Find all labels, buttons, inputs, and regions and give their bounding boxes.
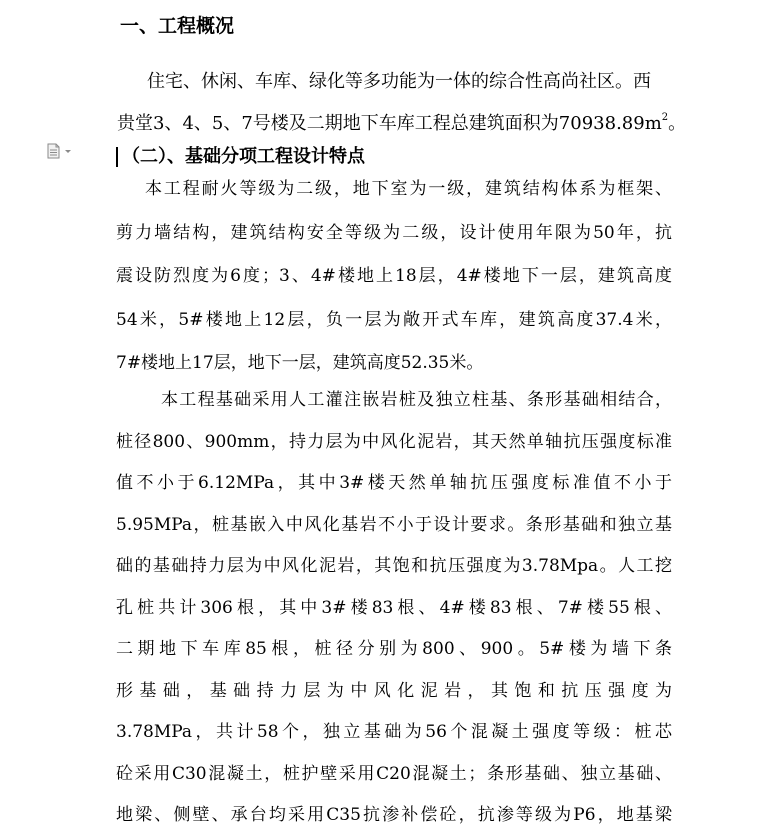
paragraph-line: 二期地下车库85根，桩径分别为800、900。5#楼为墙下条 <box>116 639 672 659</box>
document-options-icon-graphic <box>47 143 77 159</box>
paragraph-foundation-details <box>116 380 672 828</box>
paragraph-line: 本工程基础采用人工灌注嵌岩桩及独立柱基、条形基础相结合， <box>161 390 672 410</box>
paragraph-line: 7#楼地上17层，地下一层，建筑高度52.35米。 <box>116 353 484 373</box>
paragraph-line: 本工程耐火等级为二级，地下室为一级，建筑结构体系为框架、 <box>145 179 672 199</box>
intro-line-2 <box>117 102 686 146</box>
paragraph-design-characteristics <box>116 168 672 386</box>
section-heading-overview: 一、工程概况 <box>120 15 235 37</box>
paragraph-line: 孔桩共计306根，其中3#楼83根、4#楼83根、7#楼55根、 <box>116 597 672 618</box>
intro-line-1: 住宅、休闲、车库、绿化等多功能为一体的综合性高尚社区。西 <box>147 71 651 92</box>
section-heading-foundation: （二）、基础分项工程设计特点 <box>122 146 365 167</box>
paragraph-line: 54米，5#楼地上12层，负一层为敞开式车库，建筑高度37.4米， <box>116 309 672 330</box>
intro-line-2-end: 。 <box>668 113 687 134</box>
paragraph-line: 形基础，基础持力层为中风化泥岩，其饱和抗压强度为 <box>116 680 672 701</box>
text-cursor <box>116 147 118 167</box>
superscript-2: 2 <box>661 112 669 123</box>
document-options-icon[interactable] <box>47 143 77 159</box>
paragraph-line: 地梁、侧壁、承台均采用C35抗渗补偿砼，抗渗等级为P6，地基梁 <box>116 805 672 825</box>
paragraph-line: 值不小于6.12MPa，其中3#楼天然单轴抗压强度标准值不小于 <box>116 473 672 493</box>
paragraph-line: 础的基础持力层为中风化泥岩，其饱和抗压强度为3.78Mpa。人工挖 <box>116 556 672 576</box>
paragraph-line: 砼采用C30混凝土，桩护壁采用C20混凝土；条形基础、独立基础、 <box>116 763 672 784</box>
paragraph-line: 桩径800、900mm，持力层为中风化泥岩，其天然单轴抗压强度标准 <box>116 431 672 452</box>
paragraph-line: 剪力墙结构，建筑结构安全等级为二级，设计使用年限为50年，抗 <box>116 222 672 243</box>
paragraph-line: 5.95MPa，桩基嵌入中风化基岩不小于设计要求。条形基础和独立基 <box>116 514 672 535</box>
paragraph-line: 震设防烈度为6度；3、4#楼地上18层，4#楼地下一层，建筑高度 <box>116 266 672 286</box>
intro-line-2-text: 贵堂3、4、5、7号楼及二期地下车库工程总建筑面积为70938.89m <box>117 113 662 134</box>
paragraph-line: 3.78MPa，共计58个，独立基础为56个混凝土强度等级：桩芯 <box>116 722 672 742</box>
